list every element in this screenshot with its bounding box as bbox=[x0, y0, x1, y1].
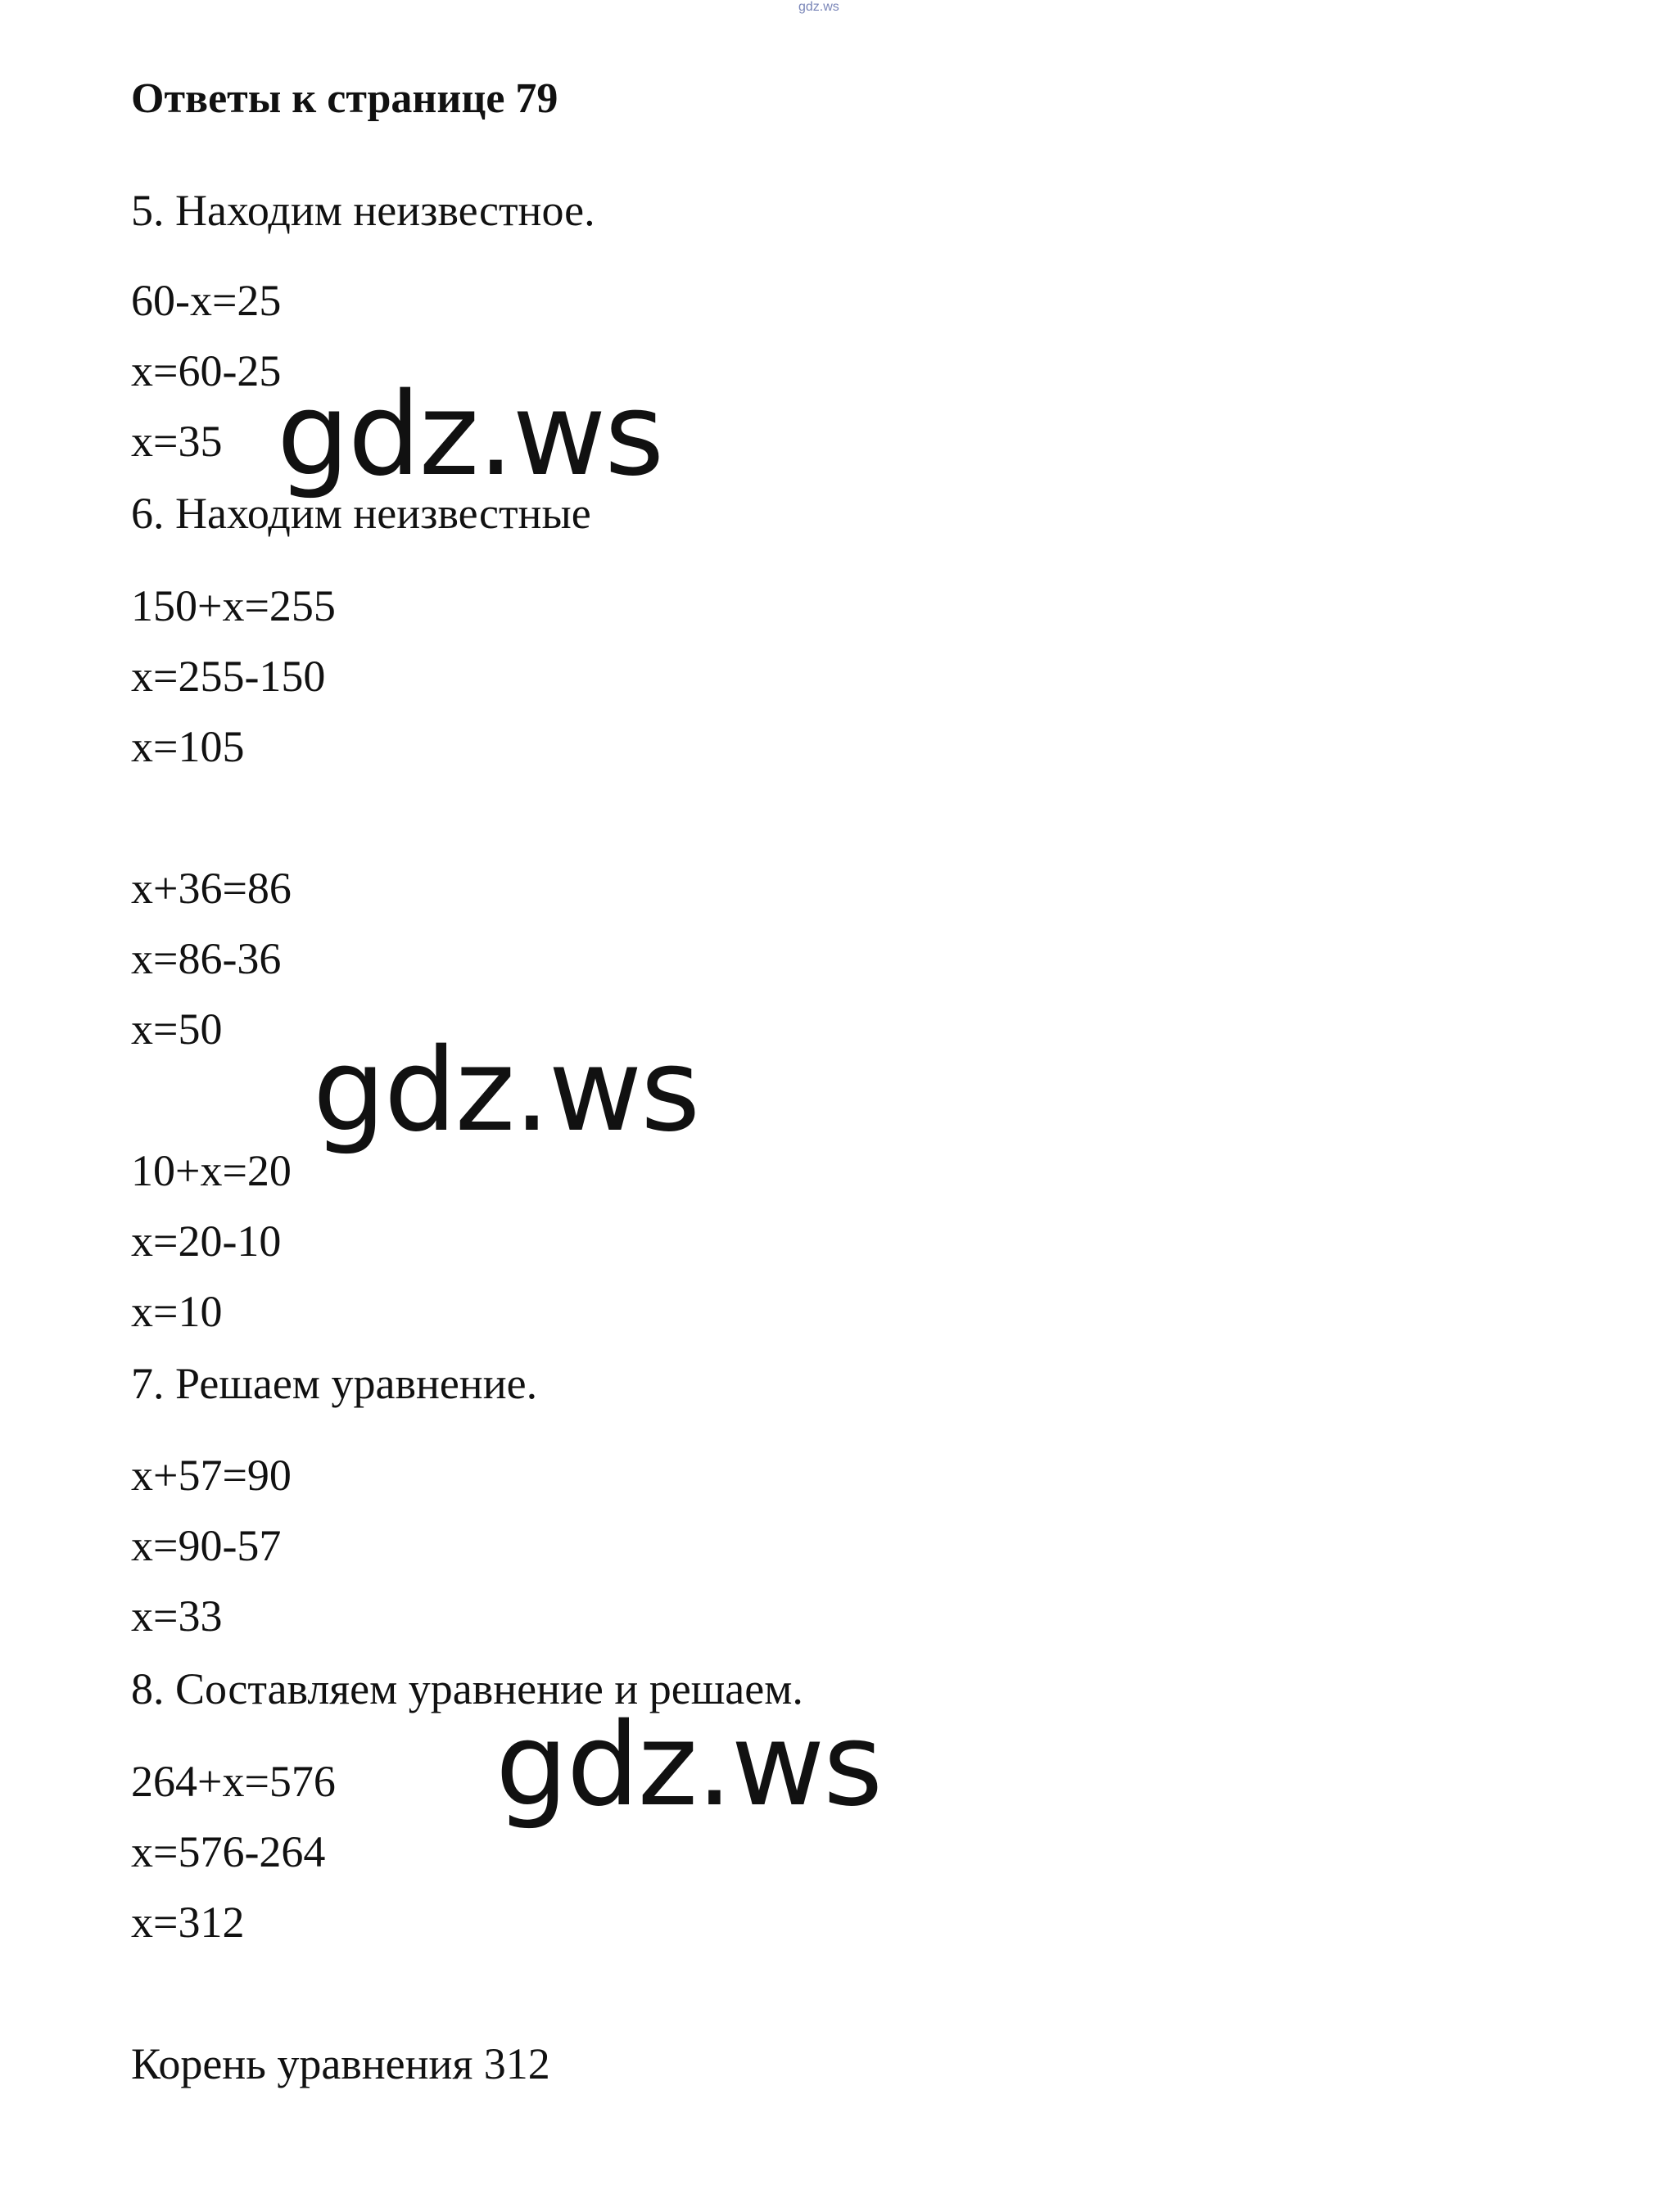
task-6-step-7: 10+x=20 bbox=[131, 1146, 292, 1195]
task-6-heading: 6. Находим неизвестные bbox=[131, 489, 591, 538]
gdz-watermark-1: gdz.ws bbox=[277, 368, 663, 502]
task-6-step-8: x=20-10 bbox=[131, 1217, 282, 1266]
answer-conclusion: Корень уравнения 312 bbox=[131, 2039, 550, 2088]
task-6-step-5: x=86-36 bbox=[131, 934, 282, 983]
task-5-step-1: 60-x=25 bbox=[131, 276, 282, 325]
task-6-step-9: x=10 bbox=[131, 1287, 223, 1336]
task-8-step-3: x=312 bbox=[131, 1898, 245, 1947]
task-8-step-1: 264+x=576 bbox=[131, 1757, 336, 1806]
gdz-watermark-2: gdz.ws bbox=[313, 1024, 699, 1158]
task-7-step-1: x+57=90 bbox=[131, 1451, 292, 1500]
task-6-step-4: x+36=86 bbox=[131, 864, 292, 913]
task-7-heading: 7. Решаем уравнение. bbox=[131, 1359, 538, 1408]
task-6-step-2: x=255-150 bbox=[131, 652, 326, 701]
gdz-watermark-3: gdz.ws bbox=[495, 1699, 882, 1832]
task-7-step-3: x=33 bbox=[131, 1591, 223, 1641]
task-8-heading: 8. Составляем уравнение и решаем. bbox=[131, 1664, 803, 1713]
top-watermark: gdz.ws bbox=[798, 0, 839, 14]
task-5-heading: 5. Находим неизвестное. bbox=[131, 186, 595, 235]
task-6-step-3: x=105 bbox=[131, 722, 245, 771]
page-title: Ответы к странице 79 bbox=[131, 75, 558, 122]
task-5-step-3: x=35 bbox=[131, 417, 223, 466]
task-5-step-2: x=60-25 bbox=[131, 346, 282, 395]
task-6-step-6: x=50 bbox=[131, 1004, 223, 1054]
task-7-step-2: x=90-57 bbox=[131, 1521, 282, 1570]
task-6-step-1: 150+x=255 bbox=[131, 581, 336, 630]
task-8-step-2: x=576-264 bbox=[131, 1827, 326, 1876]
